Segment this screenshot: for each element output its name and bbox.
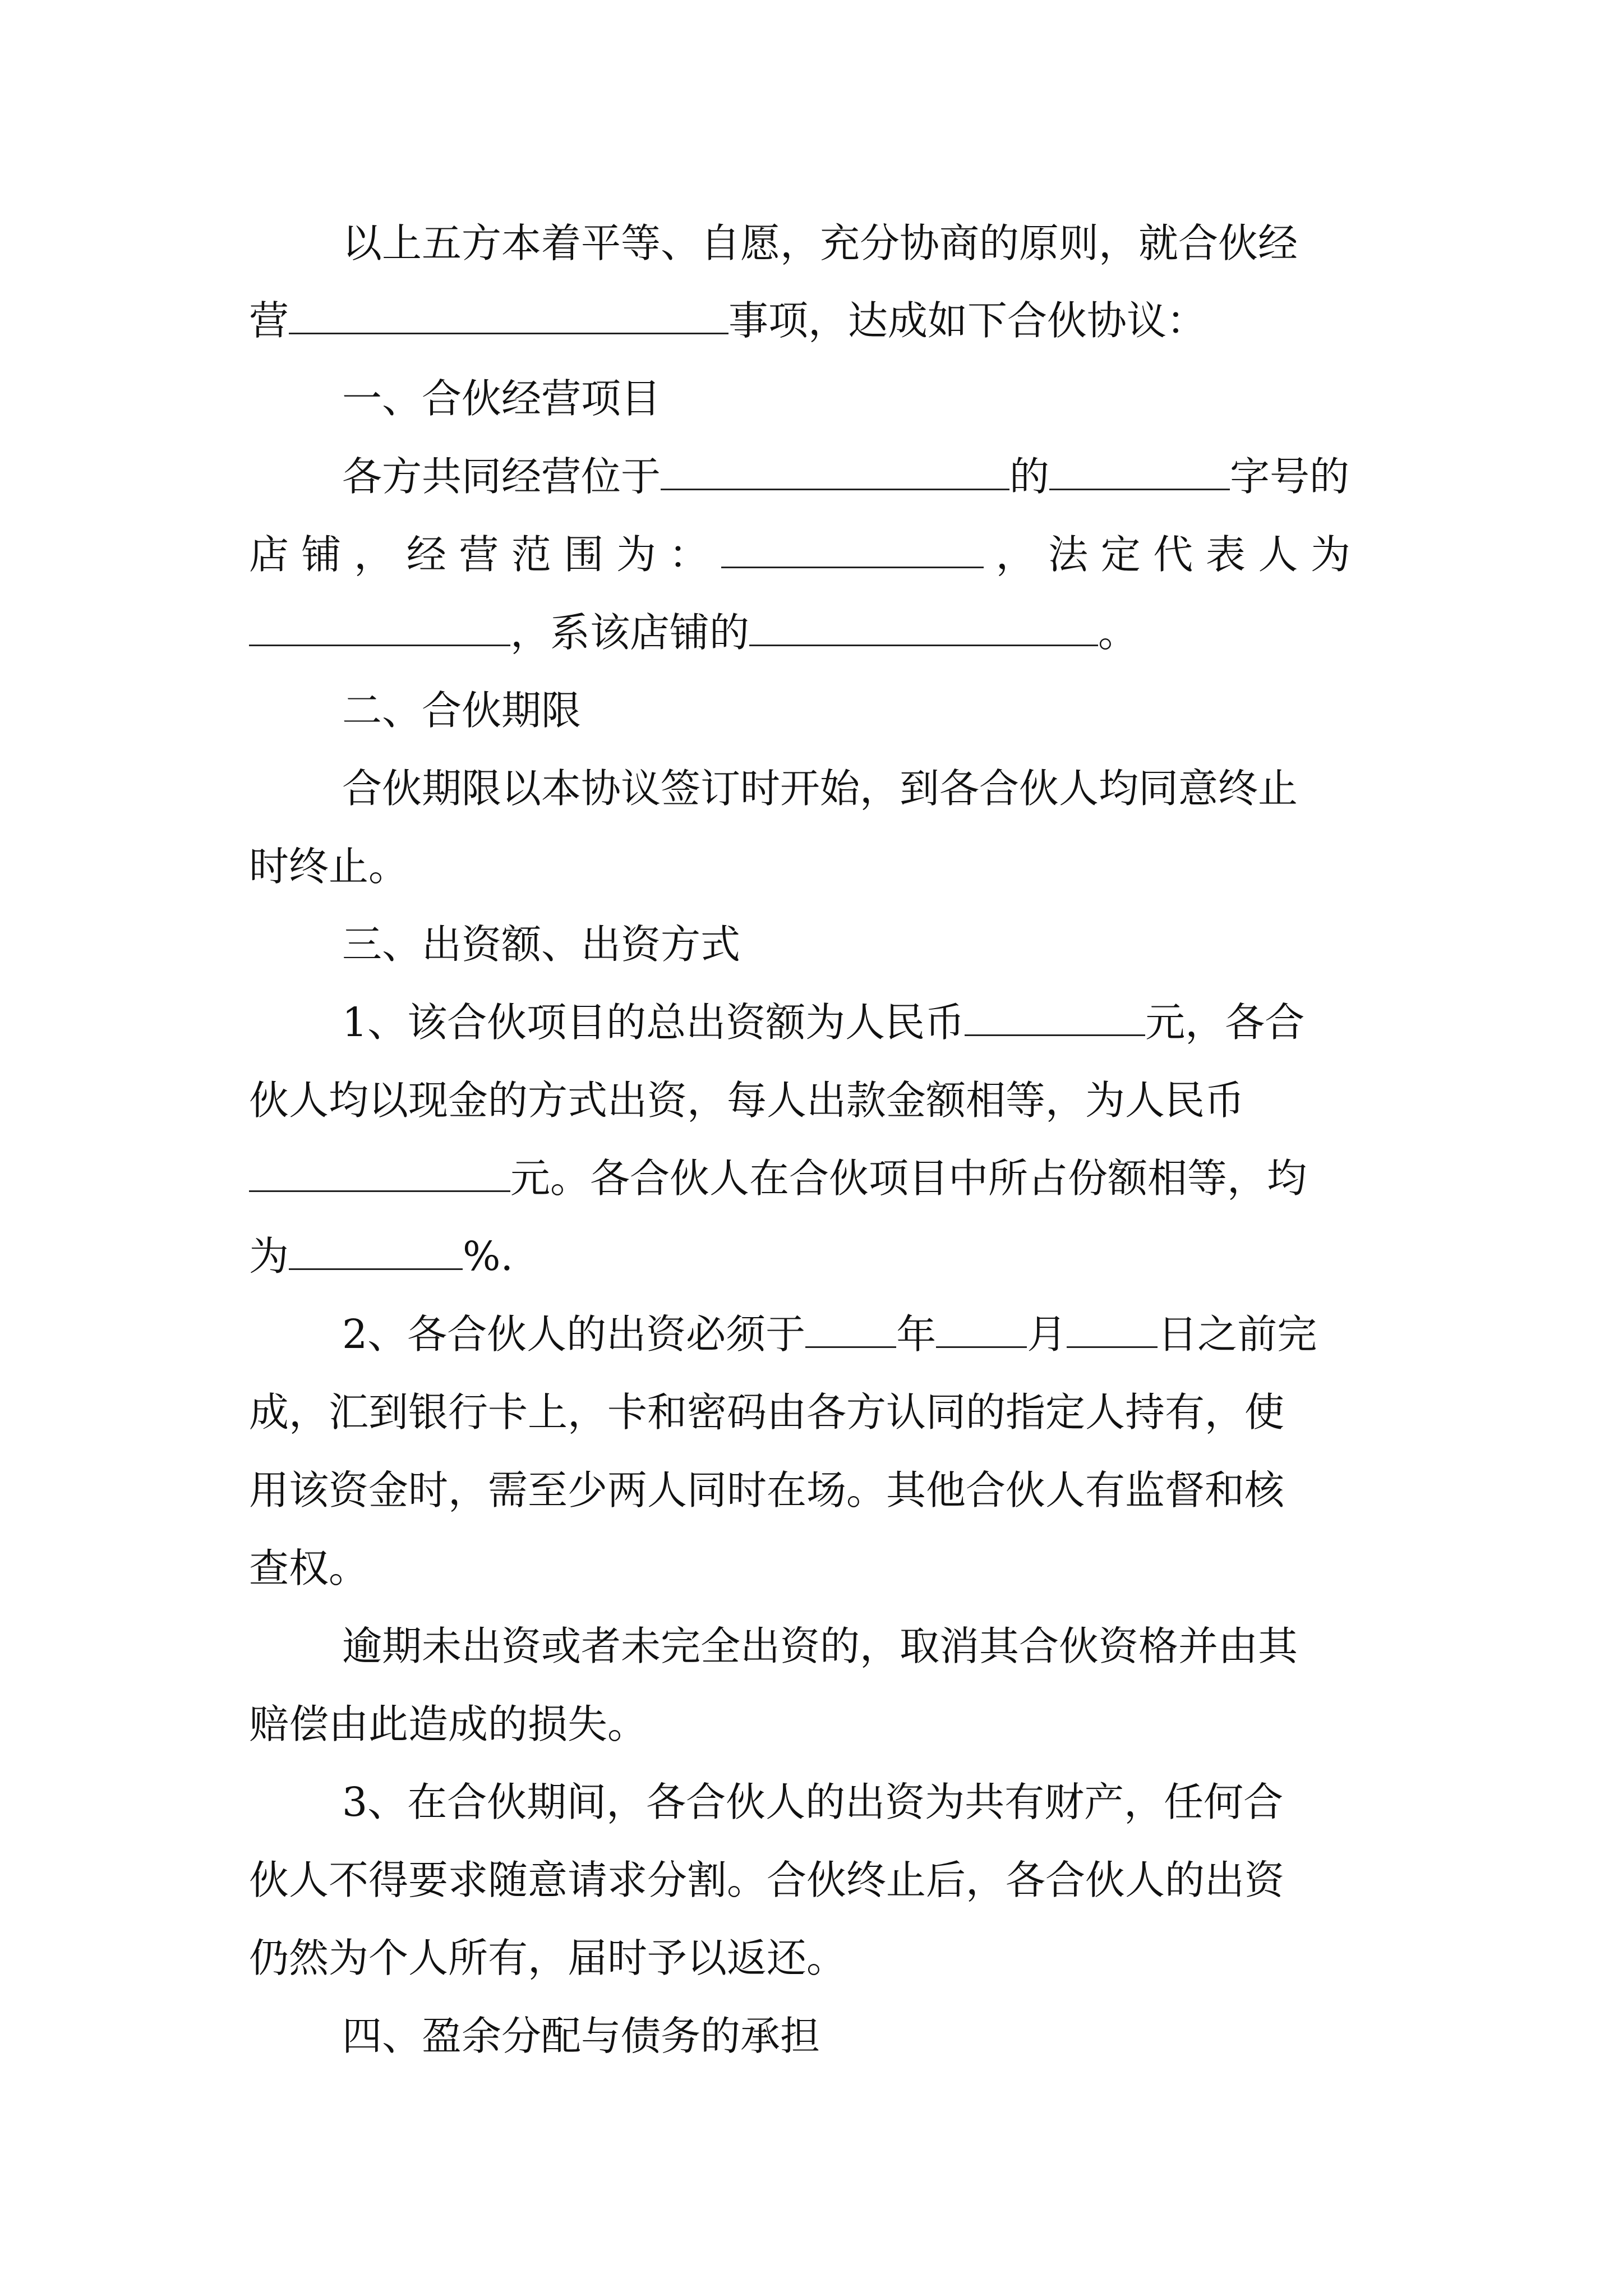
fill-blank xyxy=(749,611,1098,646)
text-line: 店 铺 ， 经 营 范 围 为 ： ， 法 定 代 表 人 为 xyxy=(249,531,1350,578)
fill-blank xyxy=(661,455,1009,490)
text-line: 元。各合伙人在合伙项目中所占份额相等，均 xyxy=(249,1152,1399,1205)
text-line: 各方共同经营位于 的 字号的 xyxy=(342,453,1350,500)
text-line: 以上五方本着平等、自愿，充分协商的原则，就合伙经 xyxy=(342,220,1298,266)
fill-blank xyxy=(1067,1313,1158,1348)
text-line: ，系该店铺的 。 xyxy=(249,606,1399,660)
text-line: 3、在合伙期间，各合伙人的出资为共有财产，任何合 xyxy=(342,1779,1284,1825)
fill-blank xyxy=(249,1157,510,1192)
text-line: 查权。 xyxy=(249,1545,369,1591)
text-line: 用该资金时，需至少两人同时在场。其他合伙人有监督和核 xyxy=(249,1467,1285,1513)
text-line: 伙人均以现金的方式出资，每人出款金额相等，为人民币 xyxy=(249,1077,1245,1124)
text-line: 2、各合伙人的出资必须于 年 月 日之前完 xyxy=(342,1311,1317,1358)
text-line: 营 事项，达成如下合伙协议： xyxy=(249,297,1207,344)
section-heading: 三、出资额、出资方式 xyxy=(342,921,741,968)
fill-blank xyxy=(936,1313,1027,1348)
section-heading: 四、盈余分配与债务的承担 xyxy=(342,2013,820,2059)
fill-blank xyxy=(805,1313,896,1348)
text-line: 仍然为个人所有，届时予以返还。 xyxy=(249,1935,847,1981)
text-line: 1、该合伙项目的总出资额为人民币 元，各合 xyxy=(342,999,1305,1046)
text-line: 赔偿由此造成的损失。 xyxy=(249,1701,648,1747)
fill-blank xyxy=(249,611,510,646)
section-heading: 一、合伙经营项目 xyxy=(342,375,661,422)
fill-blank xyxy=(721,533,984,568)
fill-blank xyxy=(965,1001,1145,1036)
text-line: 时终止。 xyxy=(249,843,409,890)
fill-blank xyxy=(289,299,728,334)
text-line: 逾期未出资或者未完全出资的，取消其合伙资格并由其 xyxy=(342,1623,1298,1669)
text-line: 为 %. xyxy=(249,1233,514,1280)
text-line: 成，汇到银行卡上，卡和密码由各方认同的指定人持有，使 xyxy=(249,1389,1285,1435)
fill-blank xyxy=(1049,455,1230,490)
text-line: 合伙期限以本协议签订时开始，到各合伙人均同意终止 xyxy=(342,765,1298,812)
text-line: 伙人不得要求随意请求分割。合伙终止后，各合伙人的出资 xyxy=(249,1857,1285,1903)
fill-blank xyxy=(289,1235,463,1270)
section-heading: 二、合伙期限 xyxy=(342,687,582,734)
